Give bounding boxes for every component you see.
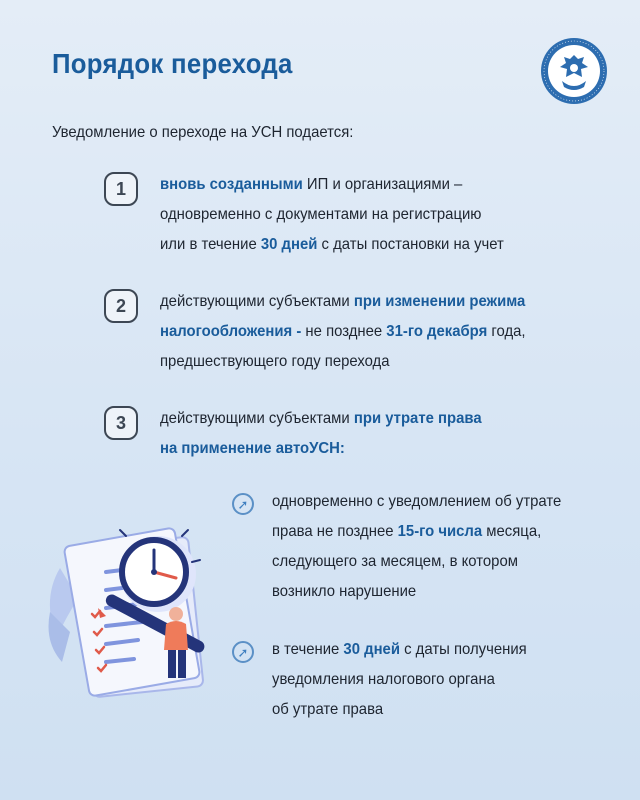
- text-segment: с даты получения: [399, 641, 527, 658]
- substep-text: [272, 635, 527, 725]
- highlighted-text: на применение автоУСН:: [160, 440, 345, 457]
- text-line: [160, 287, 526, 317]
- intro-text: Уведомление о переходе на УСН подается:: [52, 124, 354, 141]
- checklist-clock-illustration: [46, 522, 218, 698]
- text-segment: ИП и организациями –: [302, 176, 463, 193]
- text-line: [160, 317, 526, 347]
- fns-emblem-logo: [540, 37, 608, 105]
- text-segment: действующими субъектами: [160, 410, 354, 427]
- step-number-badge: 1: [104, 172, 138, 206]
- text-segment: или в течение: [160, 236, 261, 253]
- step-number-badge: 2: [104, 289, 138, 323]
- arrow-circle-icon: ➚: [232, 493, 254, 515]
- page-title: Порядок перехода: [52, 48, 293, 79]
- text-segment: года,: [487, 323, 526, 340]
- highlighted-text: 15-го числа: [397, 523, 483, 540]
- text-segment: с даты постановки на учет: [317, 236, 504, 253]
- text-segment: следующего за месяцем, в котором: [272, 553, 518, 570]
- highlighted-text: налогообложения -: [160, 323, 302, 340]
- highlighted-text: при утрате права: [353, 410, 482, 427]
- text-segment: об утрате права: [272, 701, 384, 718]
- text-segment: действующими субъектами: [160, 293, 354, 310]
- text-line: [272, 547, 561, 577]
- text-line: [160, 230, 504, 260]
- text-segment: права не позднее: [272, 523, 398, 540]
- text-line: [160, 200, 504, 230]
- highlighted-text: вновь созданными: [160, 176, 303, 193]
- text-segment: не позднее: [301, 323, 387, 340]
- text-segment: одновременно с документами на регистрацию: [160, 206, 482, 223]
- highlighted-text: 30 дней: [343, 641, 400, 658]
- substep-text: [272, 487, 561, 607]
- highlighted-text: 30 дней: [260, 236, 318, 253]
- text-segment: уведомления налогового органа: [272, 671, 495, 688]
- highlighted-text: 31-го декабря: [386, 323, 488, 340]
- step-text: [160, 404, 482, 464]
- text-segment: одновременно с уведомлением об утрате: [272, 493, 562, 510]
- text-line: [160, 434, 482, 464]
- text-line: [272, 695, 527, 725]
- text-segment: возникло нарушение: [272, 583, 417, 600]
- text-line: [272, 577, 561, 607]
- text-line: [272, 635, 527, 665]
- text-line: [160, 404, 482, 434]
- text-line: [160, 170, 504, 200]
- step-text: [160, 287, 526, 377]
- text-segment: месяца,: [482, 523, 542, 540]
- text-line: [160, 347, 526, 377]
- text-line: [272, 487, 561, 517]
- highlighted-text: при изменении режима: [353, 293, 526, 310]
- step-text: [160, 170, 504, 260]
- arrow-circle-icon: ➚: [232, 641, 254, 663]
- step-number-badge: 3: [104, 406, 138, 440]
- text-line: [272, 665, 527, 695]
- text-segment: предшествующего году перехода: [160, 353, 390, 370]
- text-segment: в течение: [272, 641, 344, 658]
- text-line: [272, 517, 561, 547]
